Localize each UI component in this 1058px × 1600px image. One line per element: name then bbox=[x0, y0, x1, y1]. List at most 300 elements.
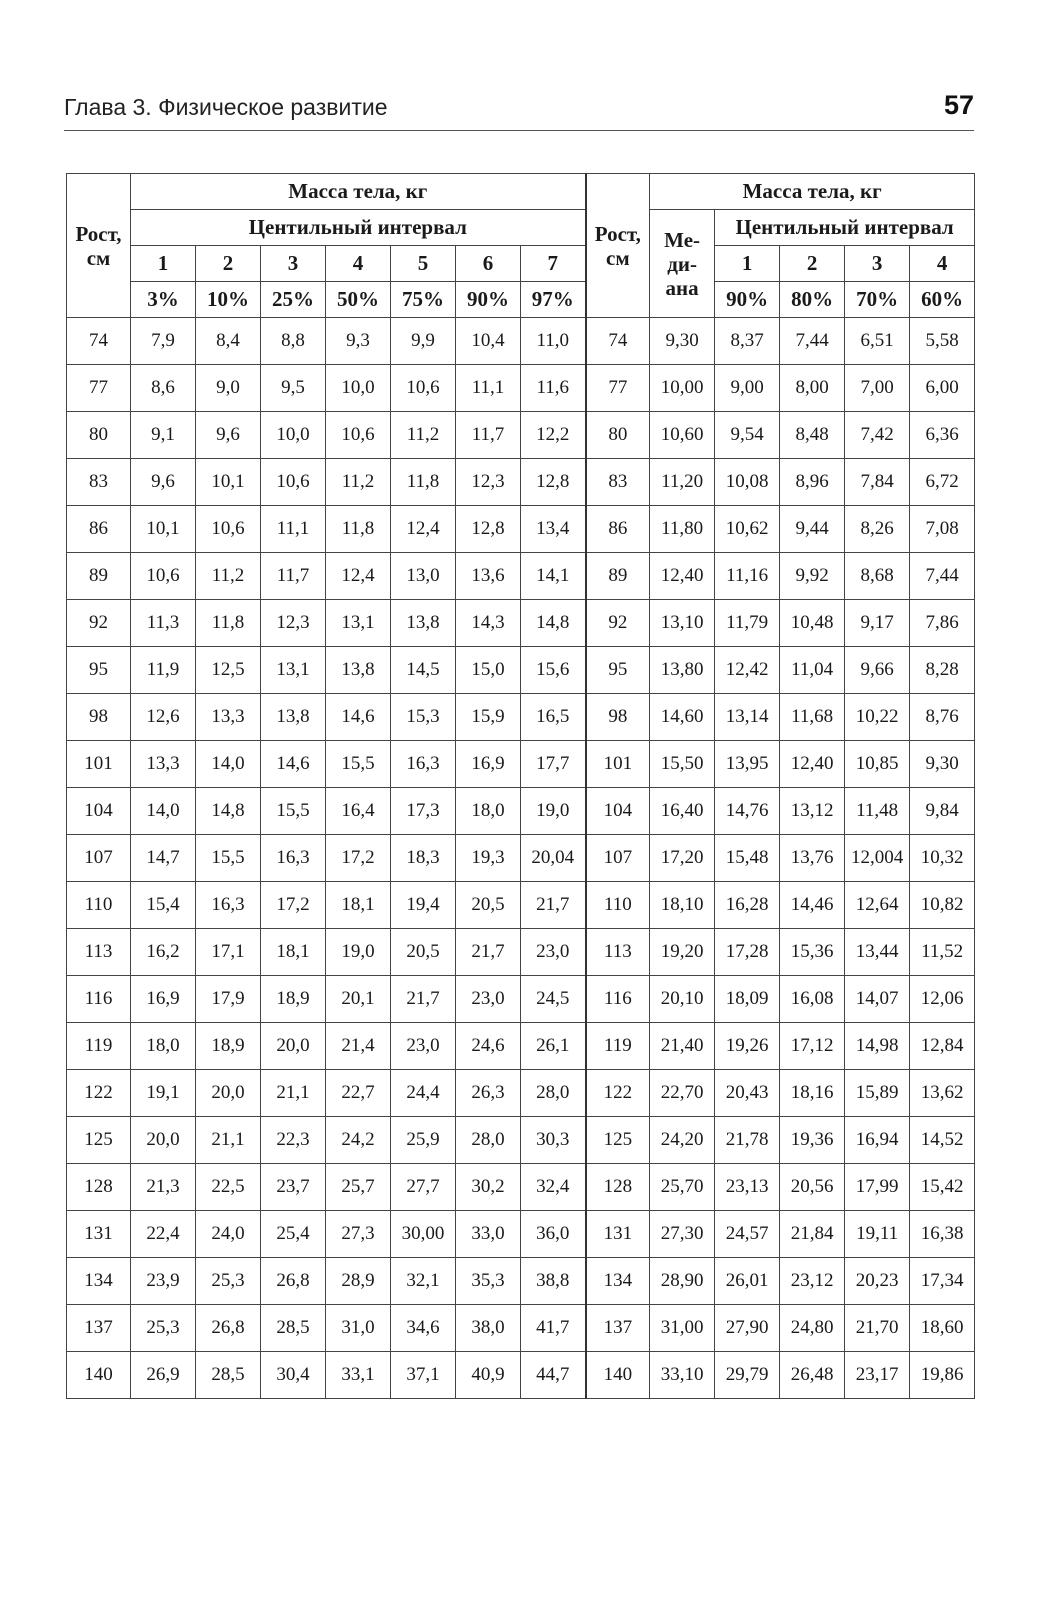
value-cell: 18,16 bbox=[780, 1070, 845, 1117]
value-cell: 11,8 bbox=[391, 459, 456, 506]
height-cell: 80 bbox=[586, 412, 650, 459]
value-cell: 13,1 bbox=[326, 600, 391, 647]
value-cell: 26,48 bbox=[780, 1352, 845, 1399]
table-row bbox=[67, 694, 975, 741]
median-cell: 18,10 bbox=[650, 882, 715, 929]
value-cell: 31,0 bbox=[326, 1305, 391, 1352]
value-cell: 14,8 bbox=[196, 788, 261, 835]
left-percentile: 25% bbox=[261, 282, 326, 318]
value-cell: 26,9 bbox=[131, 1352, 196, 1399]
height-cell: 125 bbox=[67, 1117, 131, 1164]
value-cell: 11,2 bbox=[391, 412, 456, 459]
value-cell: 24,4 bbox=[391, 1070, 456, 1117]
height-cell: 122 bbox=[586, 1070, 650, 1117]
median-cell: 24,20 bbox=[650, 1117, 715, 1164]
value-cell: 11,1 bbox=[456, 365, 521, 412]
table-row bbox=[67, 1211, 975, 1258]
value-cell: 16,2 bbox=[131, 929, 196, 976]
value-cell: 7,84 bbox=[845, 459, 910, 506]
median-cell: 10,60 bbox=[650, 412, 715, 459]
value-cell: 11,79 bbox=[715, 600, 780, 647]
table-row bbox=[67, 788, 975, 835]
value-cell: 7,08 bbox=[910, 506, 975, 553]
median-cell: 19,20 bbox=[650, 929, 715, 976]
value-cell: 10,6 bbox=[131, 553, 196, 600]
left-interval-number: 2 bbox=[196, 246, 261, 282]
value-cell: 18,9 bbox=[261, 976, 326, 1023]
median-cell: 28,90 bbox=[650, 1258, 715, 1305]
value-cell: 9,6 bbox=[196, 412, 261, 459]
table-row bbox=[67, 835, 975, 882]
height-cell: 134 bbox=[586, 1258, 650, 1305]
median-cell: 31,00 bbox=[650, 1305, 715, 1352]
value-cell: 17,2 bbox=[261, 882, 326, 929]
left-mass-title: Масса тела, кг bbox=[131, 174, 586, 210]
value-cell: 11,68 bbox=[780, 694, 845, 741]
value-cell: 12,2 bbox=[521, 412, 586, 459]
value-cell: 11,2 bbox=[196, 553, 261, 600]
value-cell: 23,0 bbox=[391, 1023, 456, 1070]
value-cell: 25,9 bbox=[391, 1117, 456, 1164]
height-cell: 110 bbox=[586, 882, 650, 929]
value-cell: 16,9 bbox=[456, 741, 521, 788]
value-cell: 11,9 bbox=[131, 647, 196, 694]
value-cell: 14,52 bbox=[910, 1117, 975, 1164]
value-cell: 17,99 bbox=[845, 1164, 910, 1211]
value-cell: 21,78 bbox=[715, 1117, 780, 1164]
value-cell: 32,4 bbox=[521, 1164, 586, 1211]
value-cell: 12,004 bbox=[845, 835, 910, 882]
value-cell: 10,0 bbox=[326, 365, 391, 412]
value-cell: 6,51 bbox=[845, 318, 910, 365]
table-row bbox=[67, 1258, 975, 1305]
height-cell: 80 bbox=[67, 412, 131, 459]
value-cell: 17,3 bbox=[391, 788, 456, 835]
height-cell: 89 bbox=[67, 553, 131, 600]
value-cell: 9,00 bbox=[715, 365, 780, 412]
height-cell: 98 bbox=[586, 694, 650, 741]
table-row bbox=[67, 1070, 975, 1117]
height-cell: 116 bbox=[586, 976, 650, 1023]
value-cell: 28,0 bbox=[456, 1117, 521, 1164]
median-cell: 11,80 bbox=[650, 506, 715, 553]
value-cell: 22,7 bbox=[326, 1070, 391, 1117]
value-cell: 13,6 bbox=[456, 553, 521, 600]
value-cell: 11,48 bbox=[845, 788, 910, 835]
right-interval-title: Центильный интервал bbox=[715, 210, 975, 246]
value-cell: 10,0 bbox=[261, 412, 326, 459]
left-interval-title: Центильный интервал bbox=[131, 210, 586, 246]
table-row bbox=[67, 553, 975, 600]
value-cell: 23,7 bbox=[261, 1164, 326, 1211]
value-cell: 15,5 bbox=[326, 741, 391, 788]
value-cell: 8,68 bbox=[845, 553, 910, 600]
value-cell: 9,30 bbox=[910, 741, 975, 788]
value-cell: 25,3 bbox=[131, 1305, 196, 1352]
value-cell: 11,6 bbox=[521, 365, 586, 412]
table-row bbox=[67, 1117, 975, 1164]
value-cell: 26,3 bbox=[456, 1070, 521, 1117]
value-cell: 10,4 bbox=[456, 318, 521, 365]
height-cell: 140 bbox=[586, 1352, 650, 1399]
value-cell: 21,1 bbox=[196, 1117, 261, 1164]
height-cell: 113 bbox=[67, 929, 131, 976]
left-interval-number: 4 bbox=[326, 246, 391, 282]
height-cell: 128 bbox=[67, 1164, 131, 1211]
height-cell: 125 bbox=[586, 1117, 650, 1164]
value-cell: 11,7 bbox=[456, 412, 521, 459]
value-cell: 23,12 bbox=[780, 1258, 845, 1305]
right-interval-number: 2 bbox=[780, 246, 845, 282]
value-cell: 19,0 bbox=[326, 929, 391, 976]
value-cell: 16,3 bbox=[261, 835, 326, 882]
height-cell: 83 bbox=[586, 459, 650, 506]
left-percentile: 90% bbox=[456, 282, 521, 318]
value-cell: 18,1 bbox=[326, 882, 391, 929]
value-cell: 9,9 bbox=[391, 318, 456, 365]
value-cell: 16,5 bbox=[521, 694, 586, 741]
value-cell: 13,76 bbox=[780, 835, 845, 882]
value-cell: 15,48 bbox=[715, 835, 780, 882]
median-cell: 25,70 bbox=[650, 1164, 715, 1211]
right-interval-number: 3 bbox=[845, 246, 910, 282]
left-interval-number: 3 bbox=[261, 246, 326, 282]
value-cell: 10,22 bbox=[845, 694, 910, 741]
median-cell: 33,10 bbox=[650, 1352, 715, 1399]
value-cell: 7,44 bbox=[780, 318, 845, 365]
right-percentile: 70% bbox=[845, 282, 910, 318]
left-percentile: 3% bbox=[131, 282, 196, 318]
value-cell: 26,8 bbox=[196, 1305, 261, 1352]
weight-centile-table bbox=[66, 173, 975, 1399]
value-cell: 8,6 bbox=[131, 365, 196, 412]
value-cell: 13,8 bbox=[391, 600, 456, 647]
median-cell: 13,10 bbox=[650, 600, 715, 647]
value-cell: 14,5 bbox=[391, 647, 456, 694]
value-cell: 19,86 bbox=[910, 1352, 975, 1399]
median-cell: 22,70 bbox=[650, 1070, 715, 1117]
value-cell: 8,00 bbox=[780, 365, 845, 412]
value-cell: 29,79 bbox=[715, 1352, 780, 1399]
value-cell: 24,0 bbox=[196, 1211, 261, 1258]
value-cell: 8,26 bbox=[845, 506, 910, 553]
height-cell: 119 bbox=[586, 1023, 650, 1070]
table-row bbox=[67, 459, 975, 506]
value-cell: 8,76 bbox=[910, 694, 975, 741]
value-cell: 15,5 bbox=[261, 788, 326, 835]
value-cell: 19,1 bbox=[131, 1070, 196, 1117]
value-cell: 8,48 bbox=[780, 412, 845, 459]
right-height-header: Рост, см bbox=[586, 174, 650, 318]
value-cell: 8,37 bbox=[715, 318, 780, 365]
value-cell: 32,1 bbox=[391, 1258, 456, 1305]
value-cell: 9,17 bbox=[845, 600, 910, 647]
value-cell: 17,12 bbox=[780, 1023, 845, 1070]
height-cell: 95 bbox=[586, 647, 650, 694]
value-cell: 16,3 bbox=[196, 882, 261, 929]
value-cell: 11,2 bbox=[326, 459, 391, 506]
value-cell: 9,92 bbox=[780, 553, 845, 600]
left-interval-number: 7 bbox=[521, 246, 586, 282]
value-cell: 9,84 bbox=[910, 788, 975, 835]
value-cell: 23,9 bbox=[131, 1258, 196, 1305]
median-cell: 17,20 bbox=[650, 835, 715, 882]
value-cell: 18,3 bbox=[391, 835, 456, 882]
value-cell: 24,80 bbox=[780, 1305, 845, 1352]
value-cell: 12,40 bbox=[780, 741, 845, 788]
table-body bbox=[67, 318, 975, 1399]
value-cell: 12,4 bbox=[391, 506, 456, 553]
value-cell: 36,0 bbox=[521, 1211, 586, 1258]
value-cell: 27,7 bbox=[391, 1164, 456, 1211]
height-cell: 86 bbox=[586, 506, 650, 553]
page-number: 57 bbox=[943, 90, 974, 120]
height-cell: 134 bbox=[67, 1258, 131, 1305]
right-percentile: 60% bbox=[910, 282, 975, 318]
value-cell: 25,3 bbox=[196, 1258, 261, 1305]
value-cell: 20,1 bbox=[326, 976, 391, 1023]
value-cell: 17,1 bbox=[196, 929, 261, 976]
table-row bbox=[67, 1352, 975, 1399]
value-cell: 16,3 bbox=[391, 741, 456, 788]
value-cell: 13,62 bbox=[910, 1070, 975, 1117]
right-percentile: 90% bbox=[715, 282, 780, 318]
median-cell: 11,20 bbox=[650, 459, 715, 506]
value-cell: 14,46 bbox=[780, 882, 845, 929]
value-cell: 24,57 bbox=[715, 1211, 780, 1258]
left-percentile: 50% bbox=[326, 282, 391, 318]
value-cell: 13,8 bbox=[326, 647, 391, 694]
height-cell: 101 bbox=[67, 741, 131, 788]
value-cell: 12,3 bbox=[261, 600, 326, 647]
value-cell: 13,3 bbox=[131, 741, 196, 788]
value-cell: 16,08 bbox=[780, 976, 845, 1023]
value-cell: 14,0 bbox=[196, 741, 261, 788]
height-cell: 107 bbox=[586, 835, 650, 882]
value-cell: 23,0 bbox=[521, 929, 586, 976]
value-cell: 21,7 bbox=[456, 929, 521, 976]
value-cell: 38,0 bbox=[456, 1305, 521, 1352]
value-cell: 13,1 bbox=[261, 647, 326, 694]
value-cell: 18,1 bbox=[261, 929, 326, 976]
value-cell: 20,56 bbox=[780, 1164, 845, 1211]
left-interval-number: 5 bbox=[391, 246, 456, 282]
value-cell: 17,7 bbox=[521, 741, 586, 788]
height-cell: 113 bbox=[586, 929, 650, 976]
height-cell: 86 bbox=[67, 506, 131, 553]
height-cell: 101 bbox=[586, 741, 650, 788]
value-cell: 11,8 bbox=[326, 506, 391, 553]
value-cell: 20,5 bbox=[456, 882, 521, 929]
value-cell: 11,3 bbox=[131, 600, 196, 647]
value-cell: 20,0 bbox=[196, 1070, 261, 1117]
value-cell: 8,96 bbox=[780, 459, 845, 506]
value-cell: 7,44 bbox=[910, 553, 975, 600]
value-cell: 13,95 bbox=[715, 741, 780, 788]
median-cell: 14,60 bbox=[650, 694, 715, 741]
value-cell: 10,08 bbox=[715, 459, 780, 506]
median-cell: 20,10 bbox=[650, 976, 715, 1023]
value-cell: 30,4 bbox=[261, 1352, 326, 1399]
median-cell: 21,40 bbox=[650, 1023, 715, 1070]
value-cell: 15,36 bbox=[780, 929, 845, 976]
value-cell: 27,3 bbox=[326, 1211, 391, 1258]
value-cell: 25,4 bbox=[261, 1211, 326, 1258]
value-cell: 23,17 bbox=[845, 1352, 910, 1399]
value-cell: 14,76 bbox=[715, 788, 780, 835]
value-cell: 8,8 bbox=[261, 318, 326, 365]
table-row bbox=[67, 1164, 975, 1211]
height-cell: 131 bbox=[67, 1211, 131, 1258]
value-cell: 13,8 bbox=[261, 694, 326, 741]
value-cell: 9,3 bbox=[326, 318, 391, 365]
value-cell: 9,54 bbox=[715, 412, 780, 459]
median-cell: 10,00 bbox=[650, 365, 715, 412]
left-interval-number: 6 bbox=[456, 246, 521, 282]
value-cell: 15,4 bbox=[131, 882, 196, 929]
value-cell: 6,00 bbox=[910, 365, 975, 412]
value-cell: 21,70 bbox=[845, 1305, 910, 1352]
value-cell: 13,14 bbox=[715, 694, 780, 741]
value-cell: 33,1 bbox=[326, 1352, 391, 1399]
value-cell: 20,23 bbox=[845, 1258, 910, 1305]
median-cell: 16,40 bbox=[650, 788, 715, 835]
table-row bbox=[67, 506, 975, 553]
height-cell: 128 bbox=[586, 1164, 650, 1211]
value-cell: 10,82 bbox=[910, 882, 975, 929]
value-cell: 41,7 bbox=[521, 1305, 586, 1352]
value-cell: 18,9 bbox=[196, 1023, 261, 1070]
value-cell: 14,0 bbox=[131, 788, 196, 835]
value-cell: 7,42 bbox=[845, 412, 910, 459]
value-cell: 9,5 bbox=[261, 365, 326, 412]
height-cell: 140 bbox=[67, 1352, 131, 1399]
value-cell: 23,0 bbox=[456, 976, 521, 1023]
value-cell: 10,6 bbox=[196, 506, 261, 553]
value-cell: 11,16 bbox=[715, 553, 780, 600]
value-cell: 30,2 bbox=[456, 1164, 521, 1211]
value-cell: 24,5 bbox=[521, 976, 586, 1023]
value-cell: 20,5 bbox=[391, 929, 456, 976]
value-cell: 12,5 bbox=[196, 647, 261, 694]
height-cell: 137 bbox=[586, 1305, 650, 1352]
value-cell: 21,1 bbox=[261, 1070, 326, 1117]
value-cell: 28,5 bbox=[261, 1305, 326, 1352]
value-cell: 16,4 bbox=[326, 788, 391, 835]
height-cell: 104 bbox=[67, 788, 131, 835]
value-cell: 12,64 bbox=[845, 882, 910, 929]
value-cell: 11,04 bbox=[780, 647, 845, 694]
height-cell: 110 bbox=[67, 882, 131, 929]
value-cell: 12,6 bbox=[131, 694, 196, 741]
value-cell: 19,3 bbox=[456, 835, 521, 882]
value-cell: 15,3 bbox=[391, 694, 456, 741]
height-cell: 95 bbox=[67, 647, 131, 694]
value-cell: 22,4 bbox=[131, 1211, 196, 1258]
height-cell: 104 bbox=[586, 788, 650, 835]
table-row bbox=[67, 647, 975, 694]
value-cell: 20,0 bbox=[131, 1117, 196, 1164]
value-cell: 12,3 bbox=[456, 459, 521, 506]
value-cell: 20,0 bbox=[261, 1023, 326, 1070]
value-cell: 24,6 bbox=[456, 1023, 521, 1070]
right-percentile: 80% bbox=[780, 282, 845, 318]
value-cell: 26,01 bbox=[715, 1258, 780, 1305]
table-row bbox=[67, 1305, 975, 1352]
value-cell: 10,6 bbox=[261, 459, 326, 506]
value-cell: 15,0 bbox=[456, 647, 521, 694]
height-cell: 116 bbox=[67, 976, 131, 1023]
right-mass-title: Масса тела, кг bbox=[650, 174, 975, 210]
value-cell: 17,34 bbox=[910, 1258, 975, 1305]
table-row bbox=[67, 365, 975, 412]
value-cell: 14,07 bbox=[845, 976, 910, 1023]
value-cell: 10,48 bbox=[780, 600, 845, 647]
value-cell: 6,72 bbox=[910, 459, 975, 506]
value-cell: 11,52 bbox=[910, 929, 975, 976]
value-cell: 26,8 bbox=[261, 1258, 326, 1305]
value-cell: 7,86 bbox=[910, 600, 975, 647]
value-cell: 14,8 bbox=[521, 600, 586, 647]
table-row bbox=[67, 929, 975, 976]
value-cell: 34,6 bbox=[391, 1305, 456, 1352]
height-cell: 107 bbox=[67, 835, 131, 882]
table-row bbox=[67, 600, 975, 647]
value-cell: 35,3 bbox=[456, 1258, 521, 1305]
height-cell: 77 bbox=[67, 365, 131, 412]
value-cell: 10,32 bbox=[910, 835, 975, 882]
height-cell: 83 bbox=[67, 459, 131, 506]
value-cell: 17,2 bbox=[326, 835, 391, 882]
value-cell: 10,6 bbox=[326, 412, 391, 459]
value-cell: 22,3 bbox=[261, 1117, 326, 1164]
value-cell: 7,9 bbox=[131, 318, 196, 365]
height-cell: 74 bbox=[586, 318, 650, 365]
value-cell: 12,84 bbox=[910, 1023, 975, 1070]
height-cell: 74 bbox=[67, 318, 131, 365]
value-cell: 15,9 bbox=[456, 694, 521, 741]
chapter-title: Глава 3. Физическое развитие bbox=[64, 94, 388, 120]
right-interval-number: 1 bbox=[715, 246, 780, 282]
value-cell: 11,8 bbox=[196, 600, 261, 647]
value-cell: 11,7 bbox=[261, 553, 326, 600]
height-cell: 89 bbox=[586, 553, 650, 600]
page-header bbox=[64, 88, 974, 131]
value-cell: 6,36 bbox=[910, 412, 975, 459]
value-cell: 14,6 bbox=[326, 694, 391, 741]
value-cell: 17,28 bbox=[715, 929, 780, 976]
value-cell: 13,12 bbox=[780, 788, 845, 835]
value-cell: 21,7 bbox=[391, 976, 456, 1023]
value-cell: 13,0 bbox=[391, 553, 456, 600]
height-cell: 122 bbox=[67, 1070, 131, 1117]
value-cell: 28,0 bbox=[521, 1070, 586, 1117]
value-cell: 10,1 bbox=[196, 459, 261, 506]
height-cell: 119 bbox=[67, 1023, 131, 1070]
left-interval-number: 1 bbox=[131, 246, 196, 282]
table-row bbox=[67, 412, 975, 459]
table-row bbox=[67, 976, 975, 1023]
value-cell: 10,6 bbox=[391, 365, 456, 412]
value-cell: 13,4 bbox=[521, 506, 586, 553]
height-cell: 92 bbox=[586, 600, 650, 647]
value-cell: 15,89 bbox=[845, 1070, 910, 1117]
value-cell: 28,5 bbox=[196, 1352, 261, 1399]
value-cell: 21,4 bbox=[326, 1023, 391, 1070]
height-cell: 137 bbox=[67, 1305, 131, 1352]
value-cell: 16,28 bbox=[715, 882, 780, 929]
value-cell: 23,13 bbox=[715, 1164, 780, 1211]
